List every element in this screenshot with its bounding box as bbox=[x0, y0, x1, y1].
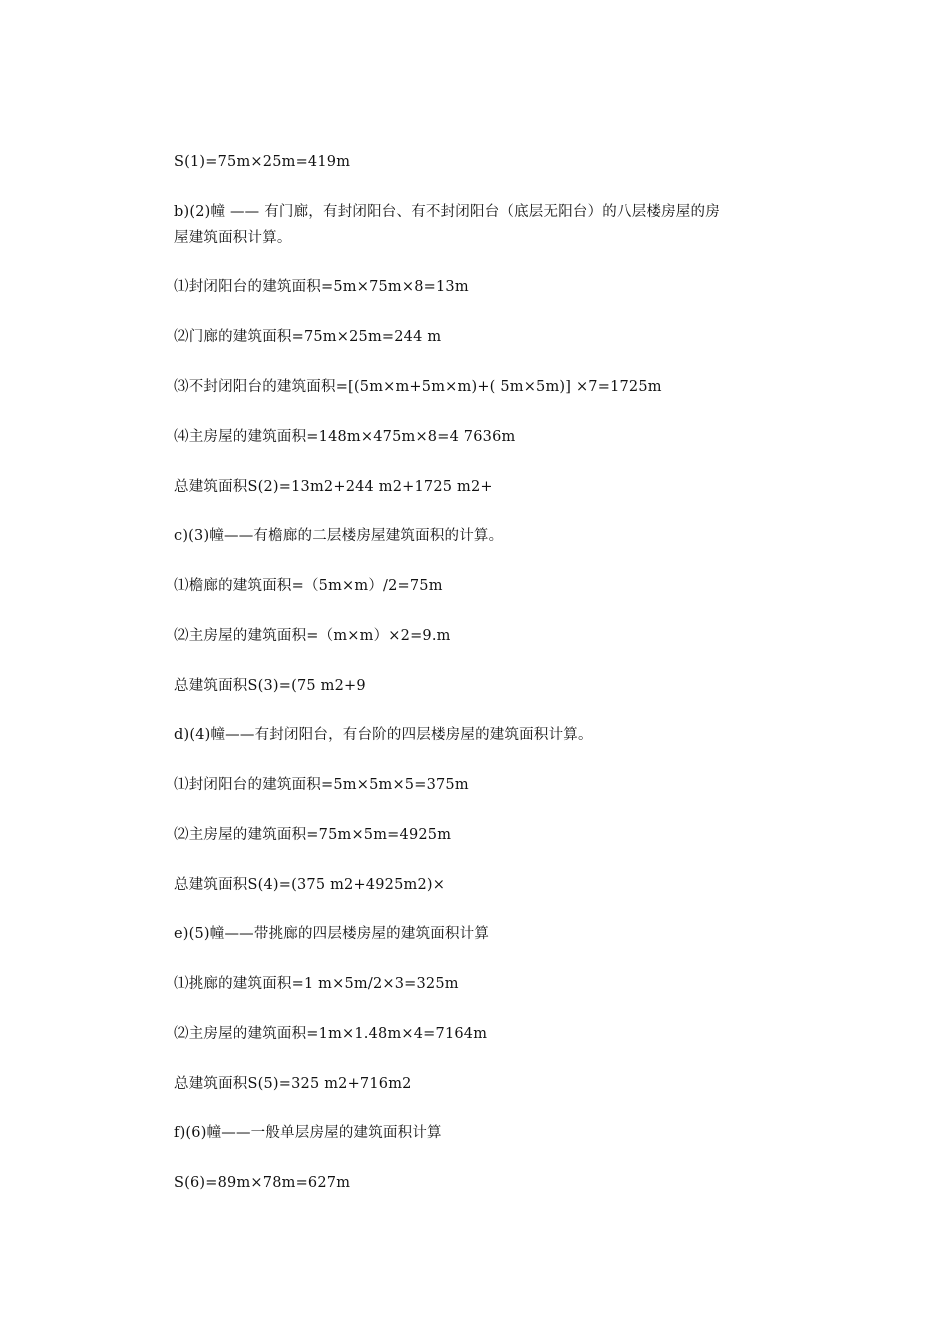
formula-s6: S(6)=89m×78m=627m bbox=[174, 1175, 351, 1191]
total-s4: 总建筑面积S(4)=(375 m2+4925m2)× bbox=[174, 877, 446, 893]
total-s2: 总建筑面积S(2)=13m2+244 m2+1725 m2+ bbox=[174, 479, 493, 495]
heading-building-5: e)(5)幢——带挑廊的四层楼房屋的建筑面积计算 bbox=[174, 926, 490, 942]
item-2-1: ⑴封闭阳台的建筑面积=5m×75m×8=13m bbox=[174, 279, 469, 295]
heading-building-3: c)(3)幢——有檐廊的二层楼房屋建筑面积的计算。 bbox=[174, 528, 504, 544]
heading-building-2-line2: 屋建筑面积计算。 bbox=[174, 230, 292, 246]
total-s3: 总建筑面积S(3)=(75 m2+9 bbox=[174, 678, 366, 694]
heading-building-2-line1: b)(2)幢 —— 有门廊，有封闭阳台、有不封闭阳台（底层无阳台）的八层楼房屋的房 bbox=[174, 204, 720, 220]
item-4-1: ⑴封闭阳台的建筑面积=5m×5m×5=375m bbox=[174, 777, 469, 793]
heading-building-6: f)(6)幢——一般单层房屋的建筑面积计算 bbox=[174, 1125, 442, 1141]
heading-building-4: d)(4)幢——有封闭阳台，有台阶的四层楼房屋的建筑面积计算。 bbox=[174, 727, 593, 743]
item-4-2: ⑵主房屋的建筑面积=75m×5m=4925m bbox=[174, 827, 452, 843]
formula-s1: S(1)=75m×25m=419m bbox=[174, 154, 351, 170]
item-2-3: ⑶不封闭阳台的建筑面积=[(5m×m+5m×m)+( 5m×5m)] ×7=1725m bbox=[174, 379, 662, 395]
item-2-4: ⑷主房屋的建筑面积=148m×475m×8=4 7636m bbox=[174, 429, 516, 445]
item-5-1: ⑴挑廊的建筑面积=1 m×5m/2×3=325m bbox=[174, 976, 459, 992]
item-3-2: ⑵主房屋的建筑面积=（m×m）×2=9.m bbox=[174, 628, 451, 644]
item-3-1: ⑴檐廊的建筑面积=（5m×m）/2=75m bbox=[174, 578, 443, 594]
item-2-2: ⑵门廊的建筑面积=75m×25m=244 m bbox=[174, 329, 442, 345]
total-s5: 总建筑面积S(5)=325 m2+716m2 bbox=[174, 1076, 412, 1092]
item-5-2: ⑵主房屋的建筑面积=1m×1.48m×4=7164m bbox=[174, 1026, 488, 1042]
